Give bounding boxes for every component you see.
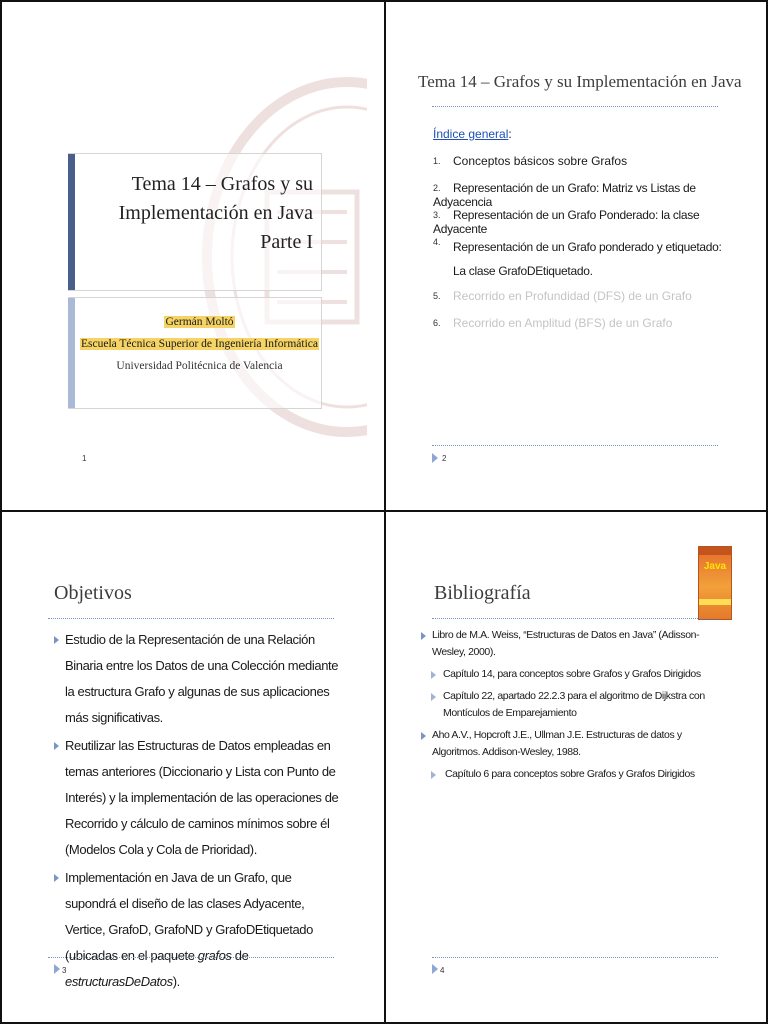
item-text: Recorrido en Amplitud (BFS) de un Grafo: [453, 316, 673, 330]
index-list: [433, 154, 733, 343]
item-text: Representación de un Grafo: Matriz vs Listas de Adyacencia: [433, 181, 696, 209]
list-item: [433, 235, 733, 289]
school-name: Escuela Técnica Superior de Ingeniería Informática: [80, 338, 319, 350]
item-text: Representación de un Grafo ponderado y etiquetado: La clase GrafoDEtiquetado.: [453, 240, 722, 278]
title-separator: [432, 618, 718, 619]
bullet-arrow-icon: [431, 671, 436, 679]
item-number: 1.: [433, 156, 441, 166]
bullet-text: Capítulo 6 para conceptos sobre Grafos y Grafos Dirigidos: [445, 768, 695, 780]
sub-list-item: [421, 666, 726, 683]
slide-4: [386, 514, 768, 1022]
page-number: 3: [62, 966, 67, 975]
title-separator: [48, 618, 334, 619]
list-item: [433, 208, 733, 235]
index-link[interactable]: Índice general: [433, 127, 509, 141]
frame-horizontal-divider: [0, 510, 768, 512]
bullet-arrow-icon: [54, 742, 59, 750]
book-cover-label: Java: [703, 561, 727, 572]
bullet-text: Aho A.V., Hopcroft J.E., Ullman J.E. Estructuras de datos y Algoritmos. Addison-Wesley, 1988.: [432, 729, 682, 758]
bullet-arrow-icon: [54, 636, 59, 644]
presentation-title: [88, 170, 313, 257]
sub-list-item: [421, 766, 726, 783]
slide-title: Tema 14 – Grafos y su Implementación en Java: [418, 72, 742, 91]
footer-separator: [432, 445, 718, 446]
author-accent-bar: [68, 298, 75, 408]
bullet-text-emphasis: estructurasDeDatos: [65, 974, 173, 989]
bullet-text: Capítulo 14, para conceptos sobre Grafos y Grafos Dirigidos: [443, 668, 701, 680]
item-text: Representación de un Grafo Ponderado: la clase Adyacente: [433, 208, 700, 236]
title-separator: [432, 106, 718, 107]
list-item: [54, 733, 344, 863]
page-number: 4: [440, 966, 445, 975]
slide-title: Bibliografía: [434, 582, 531, 604]
slide-1: [2, 2, 384, 510]
list-item: [54, 865, 344, 995]
item-number: 5.: [433, 291, 441, 301]
bullet-text: ).: [172, 974, 180, 989]
list-item: [421, 627, 726, 661]
footer-separator: [432, 957, 718, 958]
slide-title: Objetivos: [54, 582, 132, 604]
item-number: 2.: [433, 183, 441, 193]
list-item: [433, 181, 733, 208]
item-number: 3.: [433, 210, 441, 220]
sub-list-item: [421, 688, 726, 722]
bullet-arrow-icon: [431, 693, 436, 701]
objectives-list: [54, 627, 344, 995]
title-line-3: Parte I: [260, 231, 313, 253]
page-number: 1: [82, 454, 87, 463]
list-item: [421, 727, 726, 761]
index-heading: [433, 127, 512, 141]
footer-arrow-icon: [54, 964, 60, 974]
slide-3: [2, 514, 384, 1022]
list-item-dimmed: [433, 316, 733, 343]
item-text: Conceptos básicos sobre Grafos: [453, 154, 628, 168]
bullet-text-emphasis: grafos: [197, 948, 232, 963]
footer-arrow-icon: [432, 964, 438, 974]
bullet-arrow-icon: [431, 771, 436, 779]
author-name: Germán Moltó: [165, 316, 234, 328]
title-line-2: Implementación en Java: [118, 202, 313, 224]
author-box: [68, 297, 322, 409]
list-item-dimmed: [433, 289, 733, 316]
bullet-text: Implementación en Java de un Grafo, que supondrá el diseño de las clases Adyacente, Vertice, GrafoD, GrafoND y GrafoDEtiquetado (ubicadas en el paquete: [65, 870, 313, 963]
bullet-arrow-icon: [421, 632, 426, 640]
title-accent-bar: [68, 154, 75, 290]
bullet-text: Capítulo 22, apartado 22.2.3 para el algoritmo de Dijkstra con Montículos de Emparejamiento: [443, 690, 705, 719]
bullet-arrow-icon: [421, 732, 426, 740]
bullet-text: Reutilizar las Estructuras de Datos empleadas en temas anteriores (Diccionario y Lista con Punto de Interés) y la implementación de las operaciones de Recorrido y cálculo de caminos mínimos sobre él (Modelos Cola y Cola de Prioridad).: [65, 738, 339, 857]
bullet-text: Libro de M.A. Weiss, “Estructuras de Datos en Java” (Adisson-Wesley, 2000).: [432, 629, 700, 658]
book-cover-image: [698, 546, 732, 620]
slide-2: [386, 2, 768, 510]
bibliography-list: [421, 627, 726, 783]
index-colon: :: [508, 127, 512, 141]
item-text: Recorrido en Profundidad (DFS) de un Grafo: [453, 289, 692, 303]
bullet-text: Estudio de la Representación de una Relación Binaria entre los Datos de una Colección mediante la estructura Grafo y algunas de sus aplicaciones más significativas.: [65, 632, 339, 725]
title-line-1: Tema 14 – Grafos y su: [131, 173, 313, 195]
footer-separator: [48, 957, 334, 958]
item-number: 6.: [433, 318, 441, 328]
list-item: [54, 627, 344, 731]
list-item: [433, 154, 733, 181]
footer-arrow-icon: [432, 453, 438, 463]
university-name: Universidad Politécnica de Valencia: [116, 360, 283, 372]
page-number: 2: [442, 454, 447, 463]
title-box: [68, 153, 322, 291]
item-number: 4.: [433, 237, 441, 247]
bullet-arrow-icon: [54, 874, 59, 882]
bullet-text: de: [231, 948, 249, 963]
